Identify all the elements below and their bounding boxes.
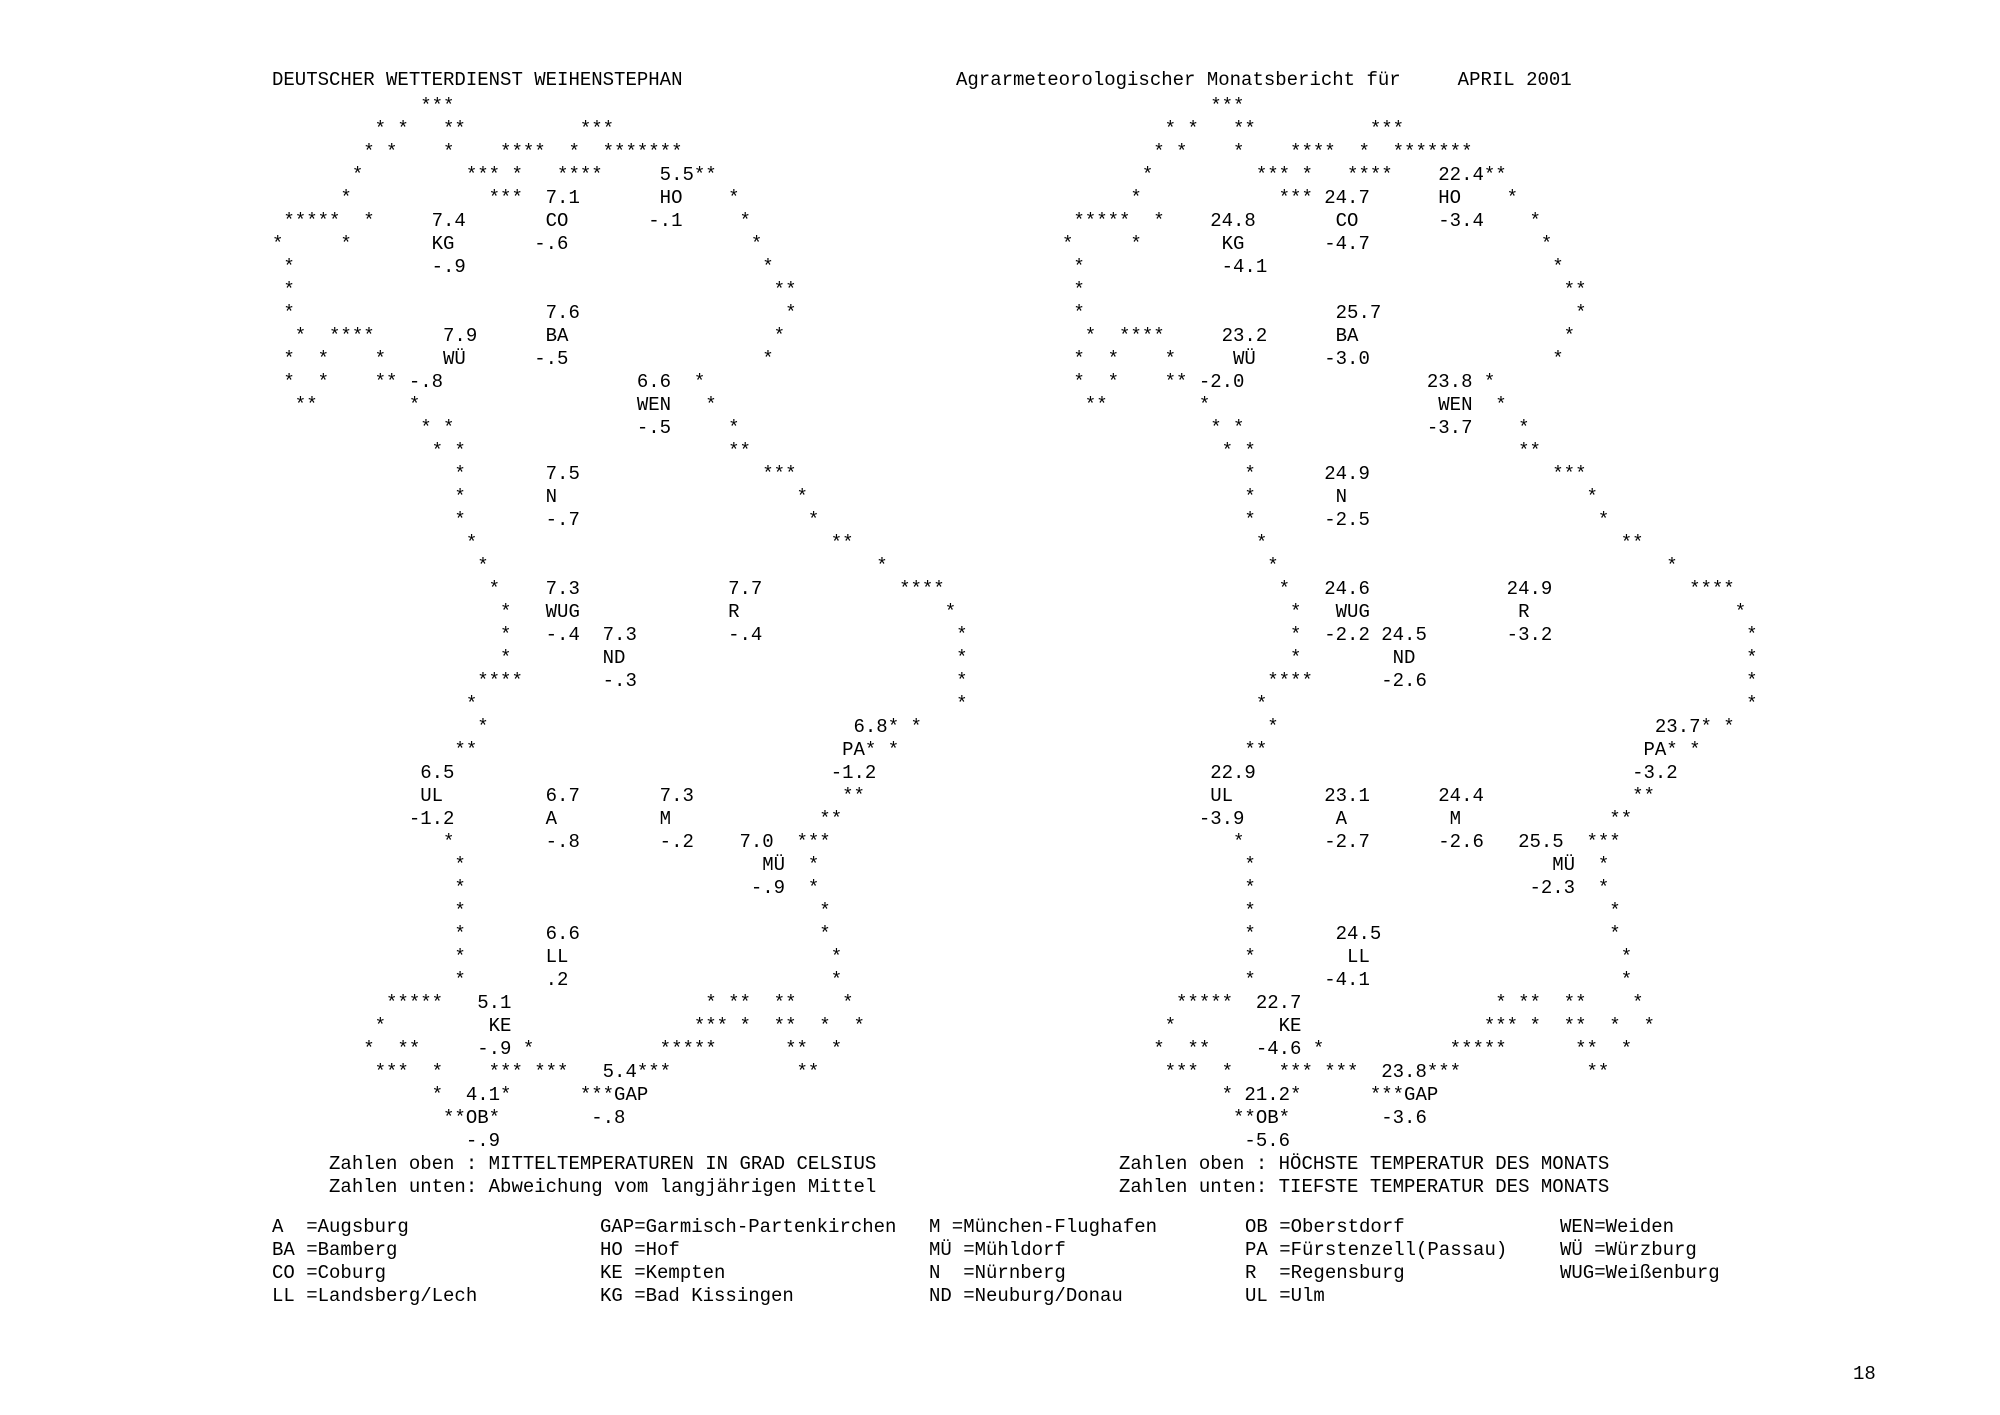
legend-entry: WEN=Weiden: [1560, 1216, 1675, 1238]
legend-entry: LL =Landsberg/Lech: [272, 1285, 478, 1307]
station-legend: [272, 1216, 1832, 1316]
legend-entry: N =Nürnberg: [929, 1262, 1066, 1284]
extreme-temperature-map: *** * * ** *** * * * **** * ******* * *** * **** 22.4** * *** 24.7 HO * ***** * 24.8 CO -3.4 * * * KG -4.7 * * -4.1 * * ** * 25.7 * * **** 23.2 BA * * * * WÜ -3.0 * * * ** -2.0 23.8 * ** * WEN * * * -3.7 * * * ** * 24.9 *** * N * * -2.5 * * ** * * * 24.6 24.9 **** * WUG R * * -2.2 24.5 -3.2 * * ND * **** -2.6 * * * * 23.7* * ** PA* * 22.9 -3.2 UL 23.1 24.4 ** -3.9 A M ** * -2.7 -2.6 25.5 *** * MÜ * * -2.3 * * * * 24.5 * * LL * * -4.1 * ***** 22.7 * ** ** * * KE *** * ** * * * ** -4.6 * ***** ** * *** * *** *** 23.8*** ** * 21.2* ***GAP **OB* -3.6 -5.6 Zahlen oben : HÖCHSTE TEMPERATUR DES MONATS Zahlen unten: TIEFSTE TEMPERATUR DES MONATS: [1062, 95, 1758, 1198]
legend-entry: GAP=Garmisch-Partenkirchen: [600, 1216, 897, 1238]
legend-entry: R =Regensburg: [1245, 1262, 1405, 1284]
legend-entry: BA =Bamberg: [272, 1239, 398, 1261]
page-number: 18: [1853, 1363, 1876, 1385]
header-report-title: Agrarmeteorologischer Monatsbericht für APRIL 2001: [956, 69, 1572, 91]
legend-entry: UL =Ulm: [1245, 1285, 1325, 1307]
legend-entry: KE =Kempten: [600, 1262, 726, 1284]
legend-entry: KG =Bad Kissingen: [600, 1285, 794, 1307]
legend-entry: A =Augsburg: [272, 1216, 409, 1238]
legend-entry: MÜ =Mühldorf: [929, 1239, 1066, 1261]
legend-entry: WÜ =Würzburg: [1560, 1239, 1697, 1261]
legend-entry: ND =Neuburg/Donau: [929, 1285, 1123, 1307]
legend-entry: M =München-Flughafen: [929, 1216, 1158, 1238]
header-institution: DEUTSCHER WETTERDIENST WEIHENSTEPHAN: [272, 69, 683, 91]
legend-column: [1560, 1216, 1720, 1285]
mean-temperature-map: *** * * ** *** * * * **** * ******* * *** * **** 5.5** * *** 7.1 HO * ***** * 7.4 CO -.1 * * * KG -.6 * * -.9 * * ** * 7.6 * * **** 7.9 BA * * * * WÜ -.5 * * * ** -.8 6.6 * ** * WEN * * * -.5 * * * ** * 7.5 *** * N * * -.7 * * ** * * * 7.3 7.7 **** * WUG R * * -.4 7.3 -.4 * * ND * **** -.3 * * * * 6.8* * ** PA* * 6.5 -1.2 UL 6.7 7.3 ** -1.2 A M ** * -.8 -.2 7.0 *** * MÜ * * -.9 * * * * 6.6 * * LL * * .2 * ***** 5.1 * ** ** * * KE *** * ** * * * ** -.9 * ***** ** * *** * *** *** 5.4*** ** * 4.1* ***GAP **OB* -.8 -.9 Zahlen oben : MITTELTEMPERATUREN IN GRAD CELSIUS Zahlen unten: Abweichung vom langjährigen Mittel: [272, 95, 968, 1198]
legend-entry: PA =Fürstenzell(Passau): [1245, 1239, 1508, 1261]
legend-entry: CO =Coburg: [272, 1262, 387, 1284]
legend-column: [1245, 1216, 1507, 1308]
legend-entry: HO =Hof: [600, 1239, 680, 1261]
legend-column: [600, 1216, 896, 1308]
legend-entry: OB =Oberstdorf: [1245, 1216, 1405, 1238]
legend-entry: WUG=Weißenburg: [1560, 1262, 1720, 1284]
legend-column: [272, 1216, 477, 1308]
legend-column: [929, 1216, 1157, 1308]
